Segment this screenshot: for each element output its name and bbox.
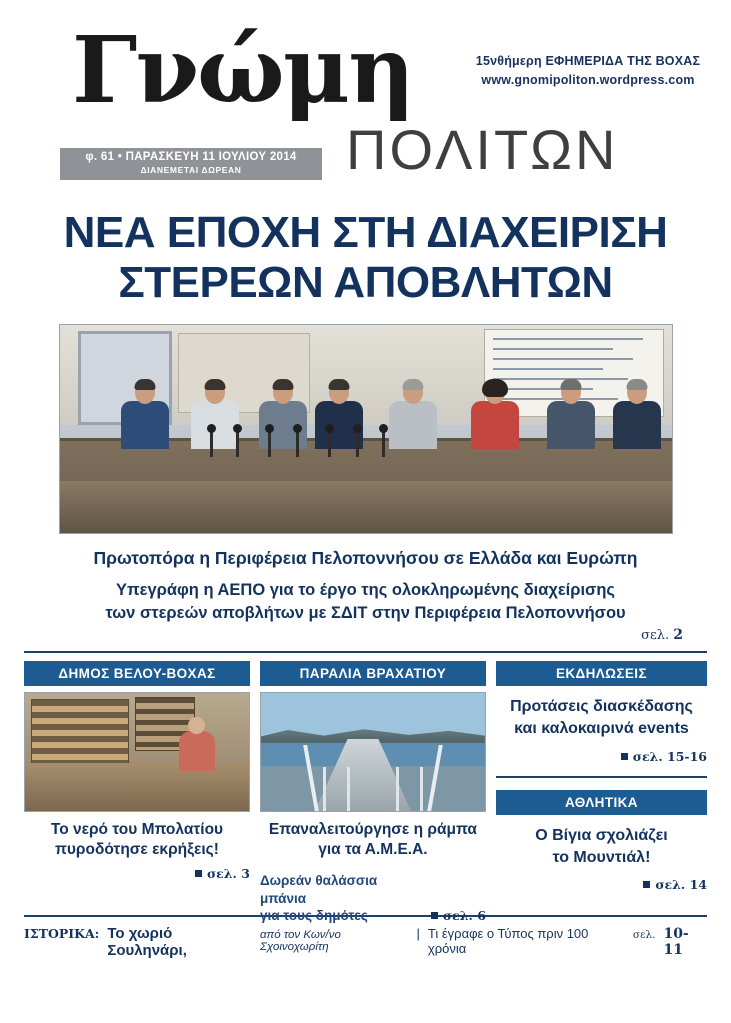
section-ekdiloseis-page-ref (496, 749, 707, 764)
section-paralia-subtext-line-1: Δωρεάν θαλάσσια μπάνια (259, 873, 378, 906)
section-paralia-text-line-1: Επαναλειτούργησε η ράμπα (268, 820, 477, 838)
section-athlitika[interactable] (496, 790, 707, 893)
footer-item-2-ref-label: σελ. (632, 928, 656, 941)
photo-conference-table (60, 438, 672, 533)
photo-person (610, 381, 664, 447)
lead-page-reference-number: 2 (673, 626, 683, 643)
bullet-square-icon (431, 912, 438, 919)
section-dimos-velou-voxas[interactable] (24, 661, 250, 905)
headline-line-2: ΣΤΕΡΕΩΝ ΑΠΟΒΛΗΤΩΝ (118, 258, 613, 308)
section-dimos-text-line-2: πυροδότησε εκρήξεις! (55, 840, 219, 858)
footer-item-2-ref-number: 10-11 (663, 925, 689, 958)
photo-person (468, 381, 522, 447)
photo-microphone (268, 431, 271, 457)
photo-person (256, 381, 310, 447)
masthead-logo-secondary: ΠΟΛΙΤΩΝ (346, 118, 619, 181)
photo-person (386, 381, 440, 447)
section-paralia-subtext-line-2: για τους δημότες (259, 908, 368, 924)
footer-label: ΙΣΤΟΡΙΚΑ: (24, 925, 100, 941)
section-paralia-subrow (260, 864, 486, 925)
section-ekdiloseis-text-line-2: και καλοκαιρινά events (514, 720, 689, 738)
section-dimos-text (24, 820, 250, 860)
section-right-stack (496, 661, 707, 905)
footer-item-1-title[interactable]: Το χωριό Σουληνάρι, (107, 924, 187, 959)
photo-person (118, 381, 172, 447)
section-paralia-subtext (260, 872, 410, 925)
photo-person (544, 381, 598, 447)
section-dimos-page-ref (24, 866, 250, 881)
footer-historika (24, 925, 707, 959)
section-athlitika-text (496, 825, 707, 870)
headline-line-1: ΝΕΑ ΕΠΟΧΗ ΣΤΗ ΔΙΑΧΕΙΡΙΣΗ (63, 208, 668, 257)
bullet-square-icon (195, 870, 202, 877)
photo-library-meeting (24, 692, 250, 812)
footer-item-1-credit: από τον Κων/νο Σχοινοχωρίτη (259, 928, 341, 953)
section-title-ekdiloseis: ΕΚΔΗΛΩΣΕΙΣ (496, 661, 707, 686)
section-athlitika-page-ref-text: σελ. 14 (655, 877, 707, 893)
section-paralia-text (260, 820, 486, 860)
masthead (24, 0, 707, 186)
section-athlitika-page-ref (496, 877, 707, 892)
section-title-dimos: ΔΗΜΟΣ ΒΕΛΟΥ-ΒΟΧΑΣ (24, 661, 250, 686)
photo-person (188, 381, 242, 447)
main-headline (24, 208, 707, 308)
section-paralia-page-ref (431, 908, 486, 925)
photo-microphone (296, 431, 299, 457)
distribution-note: ΔΙΑΝΕΜΕΤΑΙ ΔΩΡΕΑΝ (140, 165, 242, 175)
issue-bar (60, 148, 322, 180)
photo-beach-ramp (260, 692, 486, 812)
section-paralia-vrachatiou[interactable] (259, 661, 486, 924)
masthead-website[interactable]: www.gnomipoliton.wordpress.com (481, 73, 695, 87)
masthead-tagline: 15νθήμερη ΕΦΗΜΕΡΙΔΑ ΤΗΣ ΒΟΧΑΣ (475, 54, 701, 68)
section-divider (24, 651, 707, 653)
photo-microphone (328, 431, 331, 457)
section-dimos-page-ref-text: σελ. 3 (206, 866, 250, 882)
lead-deck-line-2: των στερεών αποβλήτων με ΣΔΙΤ στην Περιφέρεια Πελοποννήσου (105, 603, 626, 622)
masthead-info (473, 54, 703, 87)
photo-microphone (236, 431, 239, 457)
section-athlitika-text-line-2: το Μουντιάλ! (552, 849, 651, 867)
section-title-athlitika: ΑΘΛΗΤΙΚΑ (496, 790, 707, 815)
photo-microphone (382, 431, 385, 457)
lead-photo-press-conference (59, 324, 673, 534)
section-title-paralia: ΠΑΡΑΛΙΑ ΒΡΑΧΑΤΙΟΥ (260, 661, 486, 686)
section-paralia-page-ref-text: σελ. 6 (442, 907, 486, 923)
photo-microphone (210, 431, 213, 457)
photo-microphone (356, 431, 359, 457)
right-stack-divider (496, 776, 707, 778)
lead-deck (24, 579, 707, 624)
issue-date: φ. 61 • ΠΑΡΑΣΚΕΥΗ 11 ΙΟΥΛΙΟΥ 2014 (85, 151, 297, 163)
footer-separator: | (416, 925, 420, 941)
section-ekdiloseis-text (496, 696, 707, 741)
footer-item-2-text[interactable]: Τι έγραφε ο Τύπος πριν 100 χρόνια (427, 925, 589, 956)
bullet-square-icon (643, 881, 650, 888)
section-dimos-text-line-1: Το νερό του Μπολατίου (50, 820, 224, 838)
masthead-logo-primary: Γνώμη (72, 16, 413, 124)
lead-page-reference-label: σελ. (641, 627, 670, 643)
bullet-square-icon (621, 753, 628, 760)
lead-deck-line-1: Υπεγράφη η ΑΕΠΟ για το έργο της ολοκληρωμένης διαχείρισης (115, 581, 615, 600)
section-athlitika-text-line-1: Ο Βίγια σχολιάζει (535, 826, 668, 844)
lead-subhead: Πρωτοπόρα η Περιφέρεια Πελοποννήσου σε Ελλάδα και Ευρώπη (93, 548, 638, 569)
section-ekdiloseis-text-line-1: Προτάσεις διασκέδασης (510, 697, 693, 715)
section-ekdiloseis-page-ref-text: σελ. 15-16 (632, 748, 707, 764)
section-paralia-text-line-2: για τα Α.Μ.Ε.Α. (318, 840, 428, 858)
lead-page-reference (24, 627, 707, 643)
section-ekdiloseis[interactable] (496, 661, 707, 764)
bottom-sections (24, 661, 707, 924)
